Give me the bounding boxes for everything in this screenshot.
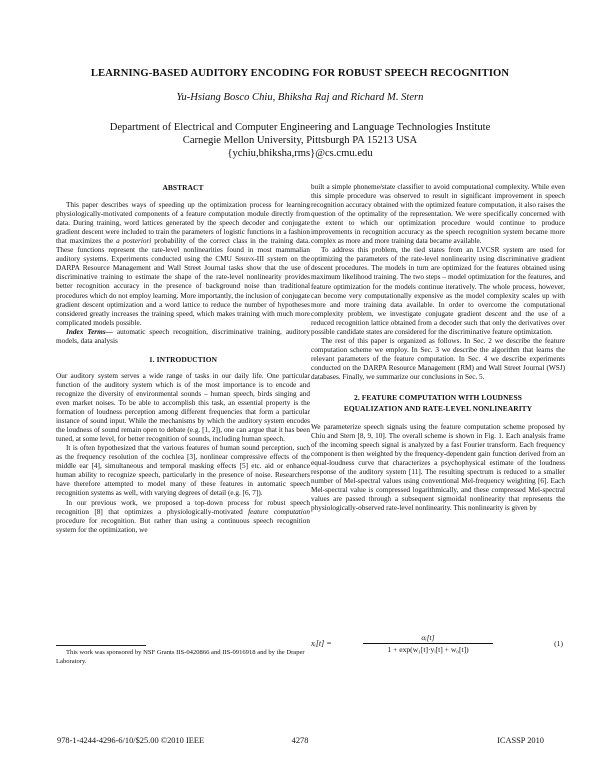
- intro-paragraph-2: It is often hypothesized that the various features of human sound perception, such as the frequency resolution of the cochlea [3], nonlinear compressive effects of the middle ear [4], simultaneous and temporal masking effects [5] etc. aid or enhance human ability to recognize speech, particularly in the presence of noise. Researchers have therefore attempted to model many of these features in automatic speech recognition systems as well, with varying degrees of detail (e.g. [6, 7]).: [56, 444, 310, 498]
- footer-conference: ICASSP 2010: [497, 736, 544, 745]
- fraction-bar: [363, 643, 493, 644]
- intro-text-part: In our previous work, we proposed a top-down process for robust speech recognition [8] that optimizes a physiologically-motivated: [56, 498, 310, 516]
- abstract-text-part: probability of the correct class in the training data. These functions represent the rate-level nonlinearities found in most mammalian auditory systems. Experiments conducted using the CMU: [56, 237, 311, 264]
- equation-denominator: 1 + exp(w₁[t]·yᵢ[t] + w₀[t]): [387, 645, 469, 655]
- sphinx-system-name: Sphinx-III: [235, 255, 265, 264]
- affiliation-university: Carnegie Mellon University, Pittsburgh PA 15213 USA: [182, 134, 418, 146]
- intro-paragraph-6: The rest of this paper is organized as follows. In Sec. 2 we describe the feature computation scheme we employ. In Sec. 3 we describe the algorithm that learns the relevant parameters of the feature computation. In Sec. 4 we describe experiments conducted on the DARPA Resource Management (RM) and Wall Street Journal (WSJ) databases. Finally, we summarize our conclusions in Sec. 5.: [311, 336, 565, 381]
- index-terms-text: automatic speech recognition, discriminative training, auditory models, data analysis: [56, 327, 310, 345]
- abstract-text-part: system on the DARPA Resource Management and Wall Street Journal tasks show that the use of discriminative training to estimate the shape of the rate-level nonlinearity provides better recognition accuracy in the presence of background noise than traditional procedures which do not employ learning. More importantly, the inclusion of conjugate gradient descent optimization and a word lattice to reduce the number of hypotheses considered greatly increases the training speed, which makes training with much more complicated models possible.: [56, 255, 310, 327]
- paper-authors: Yu-Hsiang Bosco Chiu, Bhiksha Raj and Richard M. Stern: [176, 92, 424, 103]
- index-terms: [56, 328, 310, 346]
- right-column: [311, 183, 565, 728]
- intro-text-part: procedure for recognition. But rather than using a continuous speech recognition system for the optimization, we: [56, 516, 310, 534]
- section-2-heading-line-1: 2. FEATURE COMPUTATION WITH LOUDNESS: [354, 393, 522, 403]
- index-terms-label: Index Terms—: [66, 327, 113, 336]
- equation-number: (1): [554, 639, 563, 648]
- abstract-italic-term: a posteriori: [116, 237, 152, 246]
- footnote-rule: [56, 645, 146, 646]
- abstract-heading: ABSTRACT: [162, 183, 204, 192]
- affiliation-department: Department of Electrical and Computer Engineering and Language Technologies Institute: [109, 122, 491, 133]
- abstract-text: [56, 201, 310, 328]
- section-2-paragraph-1: We parameterize speech signals using the feature computation scheme proposed by Chiu and Stern [8, 9, 10]. The overall scheme is shown in Fig. 1. Each analysis frame of the incoming speech signal is analyzed by a fast Fourier transform. Each frequency component is then weighted by the frequency-dependent gain function derived from an equal-loudness curve that characterizes a psychophysical estimate of the loudness response of the auditory system [11]. The resulting spectrum is reduced to a smaller number of Mel-spectral values using conventional Mel-frequency weighting [6]. Each Mel-spectral value is compressed logarithmically, and these compressed Mel-spectral values are passed through a subsequent sigmoidal nonlinearity that represents the physiologically-observed rate-level nonlinearity. This nonlinearity is given by: [311, 423, 565, 513]
- left-column: [56, 183, 310, 728]
- equation-numerator: αᵢ[t]: [421, 633, 435, 642]
- section-2-heading-line-2: EQUALIZATION AND RATE-LEVEL NONLINEARITY: [343, 403, 533, 413]
- footnote: This work was sponsored by NSF Grants IIS-0420866 and IIS-0916918 and by the Draper Laboratory.: [56, 649, 305, 665]
- equation-lhs: xᵢ[t] =: [311, 639, 332, 648]
- footer-page-number: 4278: [291, 736, 309, 745]
- intro-paragraph-3: [56, 499, 310, 535]
- affiliation-emails: {ychiu,bhiksha,rms}@cs.cmu.edu: [227, 147, 373, 159]
- intro-paragraph-5: To address this problem, the tied states from an LVCSR system are used for optimizing the parameters of the rate-level nonlinearity using discriminative gradient descent procedures. The models in turn are optimized for the features obtained using maximum likelihood training. The two steps – model optimization for the features, and feature optimization for the models continue iteratively. The whole process, however, can become very computationally expensive as the model complexity scales up with more and more training data available. In order to overcome the computational complexity problem, we investigate conjugate gradient descent and the use of a reduced recognition lattice obtained from a decoder such that only the derivatives over possible candidate states are considered for the discriminative feature optimization.: [311, 246, 565, 336]
- intro-italic-term: feature computation: [248, 507, 310, 516]
- equation-fraction: [363, 633, 493, 654]
- equation-1: [311, 633, 565, 657]
- section-2-heading: [311, 393, 565, 414]
- paper-title: LEARNING-BASED AUDITORY ENCODING FOR ROBUST SPEECH RECOGNITION: [90, 68, 510, 79]
- intro-paragraph-4: built a simple phoneme/state classifier to avoid computational complexity. While even this simple procedure was observed to result in significant improvement in speech recognition accuracy obtained with the optimized feature computation, it also raises the question of the optimality of the representation. We were specifically concerned with the extent to which our optimization procedure would continue to produce improvements in recognition accuracy as the speech recognition system became more complex as more and more training data became available.: [311, 183, 565, 246]
- abstract-text-part: This paper describes ways of speeding up the optimization process for learning physiologically-motivated components of a feature computation module directly from data. During training, word lattices generated by the speech decoder and conjugate gradient descent were included to train the parameters of logistic functions in a fashion that maximizes the: [56, 201, 310, 246]
- affiliation: [40, 122, 560, 160]
- intro-paragraph-1: Our auditory system serves a wide range of tasks in our daily life. One particular function of the auditory system which is of the most importance is to encode and recognize the diversity of environmental sounds – human speech, birds singing and even market noises. To be able to accomplish this task, an essential property is the formation of loudness perception among different frequencies that form a particular instance of sound input. While the mechanisms by which the auditory system encodes the loudness of sound remain open to debate (e.g. [1, 2]), one can argue that it has been tuned, at some level, for better recognition of sounds, including human speech.: [56, 371, 310, 444]
- footer-copyright: 978-1-4244-4296-6/10/$25.00 ©2010 IEEE: [57, 736, 205, 745]
- section-1-heading: 1. INTRODUCTION: [148, 354, 218, 364]
